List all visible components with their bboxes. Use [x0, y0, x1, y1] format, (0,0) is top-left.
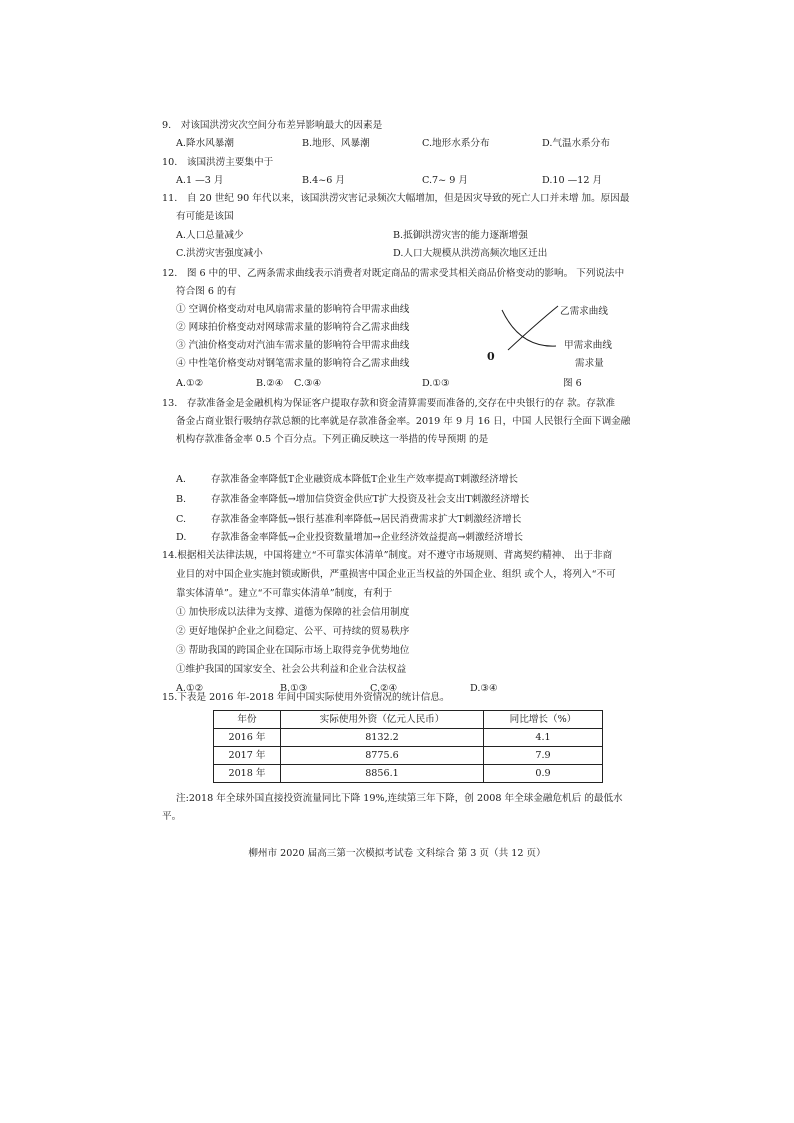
- q9-option-c: C.地形水系分布: [422, 138, 490, 149]
- q13-option-c-text: 存款准备金率降低→银行基准利率降低→居民消费需求扩大T刺激经济增长: [211, 514, 522, 525]
- table-row: [214, 747, 603, 765]
- q12-item-2: ② 网球拍价格变动对网球需求量的影响符合乙需求曲线: [176, 322, 410, 333]
- q13-option-b-letter: B.: [176, 494, 187, 505]
- q14-option-b: B.①③: [280, 683, 308, 694]
- label-quantity: 需求量: [575, 358, 604, 369]
- q10-option-b: B.4~6 月: [302, 175, 345, 186]
- q13-option-c-letter: C.: [176, 514, 187, 525]
- foreign-investment-table: [213, 710, 603, 783]
- q11-stem-line1: 11. 自 20 世纪 90 年代以来，该国洪涝灾害记录频次大幅增加，但是因灾导致的死亡人口并未增 加。原因最: [162, 193, 630, 204]
- q14-item-4: ①维护我国的国家安全、社会公共利益和企业合法权益: [176, 664, 407, 675]
- yi-demand-curve: [508, 306, 558, 350]
- q10-stem: 10. 该国洪涝主要集中于: [162, 157, 274, 168]
- q13-stem-line2: 备金占商业银行吸纳存款总额的比率就是存款准备金率。2019 年 9 月 16 日，中国 人民银行全面下调金融: [176, 416, 631, 427]
- cell-year: 2018 年: [214, 765, 281, 783]
- q13-option-b-text: 存款准备金率降低→增加信贷资金供应T扩大投资及社会支出T刺激经济增长: [211, 494, 530, 505]
- header-year: 年份: [214, 711, 281, 729]
- q9-option-d: D.气温水系分布: [542, 138, 610, 149]
- label-origin: 0: [487, 350, 495, 363]
- q13-stem-line1: 13. 存款准备金是金融机构为保证客户提取存款和资金清算需要而准备的,交存在中央银行的存 款。存款准: [162, 398, 616, 409]
- header-growth: 同比增长（%）: [484, 711, 603, 729]
- q9-option-b: B.地形、风暴潮: [302, 138, 370, 149]
- q12-item-3: ③ 汽油价格变动对汽油车需求量的影响符合甲需求曲线: [176, 340, 410, 351]
- q14-option-d: D.③④: [470, 683, 498, 694]
- q11-stem-line2: 有可能是该国: [176, 211, 234, 222]
- q12-item-4: ④ 中性笔价格变动对钢笔需求量的影响符合乙需求曲线: [176, 358, 410, 369]
- q14-item-1: ① 加快形成以法律为支撑、道德为保障的社会信用制度: [176, 607, 410, 618]
- q14-option-a: A.①②: [176, 683, 204, 694]
- label-yi-curve: 乙需求曲线: [560, 306, 608, 317]
- page-footer: 柳州市 2020 届高三第一次模拟考试卷 文科综合 第 3 页（共 12 页）: [248, 848, 546, 859]
- figure-6-caption: 图 6: [563, 378, 582, 389]
- q15-note-line2: 平。: [162, 811, 182, 822]
- q11-option-a: A.人口总量减少: [176, 230, 244, 241]
- q11-option-b: B.抵御洪涝灾害的能力逐渐增强: [393, 230, 528, 241]
- cell-year: 2016 年: [214, 729, 281, 747]
- q12-option-a: A.①②: [176, 378, 204, 389]
- table-header-row: [214, 711, 603, 729]
- q13-option-a-letter: A.: [176, 474, 186, 485]
- q11-option-c: C.洪涝灾害强度减小: [176, 248, 263, 259]
- q13-option-d-text: 存款准备金率降低→企业投资数量增加→企业经济效益提高→刺激经济增长: [211, 532, 523, 543]
- q9-option-a: A.降水风暴潮: [176, 138, 234, 149]
- q14-item-2: ② 更好地保护企业之间稳定、公平、可持续的贸易秩序: [176, 626, 410, 637]
- jia-demand-curve: [502, 310, 556, 346]
- q14-item-3: ③ 帮助我国的跨国企业在国际市场上取得竞争优势地位: [176, 645, 410, 656]
- q13-option-a-text: 存款准备金率降低T企业融资成本降低T企业生产效率提高T刺激经济增长: [211, 474, 519, 485]
- q14-stem-line2: 业目的对中国企业实施封锁或断供，严重损害中国企业正当权益的外国企业、组织 或个人，将列入“不可: [176, 569, 616, 580]
- q10-option-a: A.1 —3 月: [176, 175, 224, 186]
- q12-item-1: ① 空调价格变动对电风扇需求量的影响符合甲需求曲线: [176, 304, 410, 315]
- q12-option-c: C.③④: [294, 378, 322, 389]
- q12-option-b: B.②④: [256, 378, 284, 389]
- cell-investment: 8132.2: [281, 729, 484, 747]
- q12-stem-line2: 符合图 6 的有: [176, 286, 237, 297]
- q15-stem: 15.下表是 2016 年-2018 年间中国实际使用外资情况的统计信息。: [162, 692, 450, 703]
- label-jia-curve: 甲需求曲线: [564, 340, 612, 351]
- q9-stem: 9. 对该国洪涝灾次空间分布差异影响最大的因素是: [162, 120, 383, 131]
- q14-stem-line1: 14.根据相关法律法规，中国将建立“不可靠实体清单”制度。对不遵守市场规则、背离契约精神、 出于非商: [162, 550, 613, 561]
- q12-stem-line1: 12. 图 6 中的甲、乙两条需求曲线表示消费者对既定商品的需求受其相关商品价格变动的影响。 下列说法中: [162, 268, 625, 279]
- q15-note-line1: 注:2018 年全球外国直接投资流量同比下降 19%,连续第三年下降，创 2008 年全球金融危机后 的最低水: [176, 793, 623, 804]
- table-row: [214, 765, 603, 783]
- cell-growth: 7.9: [484, 747, 603, 765]
- table-row: [214, 729, 603, 747]
- cell-year: 2017 年: [214, 747, 281, 765]
- cell-investment: 8856.1: [281, 765, 484, 783]
- q14-option-c: C.②④: [370, 683, 398, 694]
- cell-growth: 0.9: [484, 765, 603, 783]
- q12-option-d: D.①③: [422, 378, 450, 389]
- header-investment: 实际使用外资（亿元人民币）: [281, 711, 484, 729]
- q10-option-d: D.10 —12 月: [542, 175, 603, 186]
- q13-stem-line3: 机构存款准备金率 0.5 个百分点。下列正确反映这一举措的传导预期 的是: [176, 434, 489, 445]
- cell-growth: 4.1: [484, 729, 603, 747]
- q11-option-d: D.人口大规模从洪涝高频次地区迁出: [393, 248, 548, 259]
- q13-option-d-letter: D.: [176, 532, 187, 543]
- q10-option-c: C.7~ 9 月: [422, 175, 468, 186]
- q14-stem-line3: 靠实体清单”。建立“不可靠实体清单”制度，有利于: [176, 588, 393, 599]
- cell-investment: 8775.6: [281, 747, 484, 765]
